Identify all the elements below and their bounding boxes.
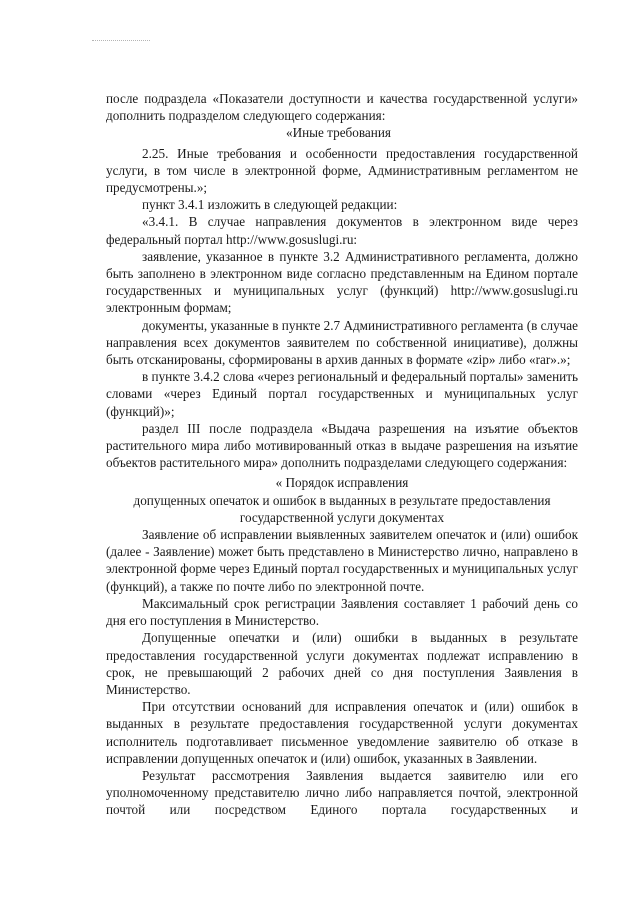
paragraph-item-3-4-1-intro: пункт 3.4.1 изложить в следующей редакции:: [142, 197, 398, 213]
scan-artifact-mark: [92, 40, 150, 41]
heading-other-requirements: «Иные требования: [286, 125, 391, 141]
paragraph-result: Результат рассмотрения Заявления выдается заявителю или его уполномоченному представителю лично либо направляется почтой, электронной почтой или посредством Единого портала государственных и: [106, 767, 578, 818]
paragraph-correction-term: Допущенные опечатки и (или) ошибки в выданных в результате предоставления государственной услуги документах подлежат исправлению в срок, не превышающий 2 рабочих дней со дня поступления Заявления в Министерство.: [106, 630, 578, 697]
paragraph-application-correction: Заявление об исправлении выявленных заявителем опечаток и (или) ошибок (далее - Заявление) может быть представлено в Министерство лично, направлено в электронной форме через Единый портал государственных и муниципальных услуг (функций), а также по почте либо по электронной почте.: [106, 527, 578, 594]
paragraph-3-4-2: в пункте 3.4.2 слова «через региональный и федеральный порталы» заменить словами «через Единый портал государственных и муниципальных услуг (функций)»;: [106, 369, 578, 419]
paragraph-application: заявление, указанное в пункте 3.2 Административного регламента, должно быть заполнено в электронном виде согласно представленным на Едином портале государственных и муниципальных услуг (функций) http://www.gosuslugi.ru электронным формам;: [106, 248, 578, 316]
paragraph-2-25: 2.25. Иные требования и особенности предоставления государственной услуги, в том числе в электронной форме, Административным регламентом не предусмотрены.»;: [106, 145, 578, 196]
paragraph-3-4-1: «3.4.1. В случае направления документов в электронном виде через федеральный портал http://www.gosuslugi.ru:: [106, 214, 578, 247]
paragraph-section-iii: раздел III после подраздела «Выдача разрешения на изъятие объектов растительного мира либо мотивированный отказ в выдаче разрешения на изъятие объектов растительного мира» дополнить подразделами следующего содержания:: [106, 420, 578, 471]
document-body: [106, 90, 578, 819]
paragraph-registration-term: Максимальный срок регистрации Заявления составляет 1 рабочий день со дня его поступления в Министерство.: [106, 595, 578, 629]
heading-correction-subtitle: допущенных опечаток и ошибок в выданных в результате предоставления государственной услуги документах: [133, 492, 551, 525]
heading-correction-procedure: « Порядок исправления: [275, 475, 409, 491]
paragraph-intro: после подраздела «Показатели доступности и качества государственной услуги» дополнить подразделом следующего содержания:: [106, 91, 578, 124]
paragraph-refusal: При отсутствии оснований для исправления опечаток и (или) ошибок в выданных в результате предоставления государственной услуги документах исполнитель подготавливает письменное уведомление заявителю об отказе в исправлении допущенных опечаток и (или) ошибок, указанных в Заявлении.: [106, 699, 578, 766]
paragraph-documents: документы, указанные в пункте 2.7 Административного регламента (в случае направления всех документов заявителем по собственной инициативе), должны быть отсканированы, сформированы в архив данных в формате «zip» либо «rar».»;: [106, 317, 578, 368]
